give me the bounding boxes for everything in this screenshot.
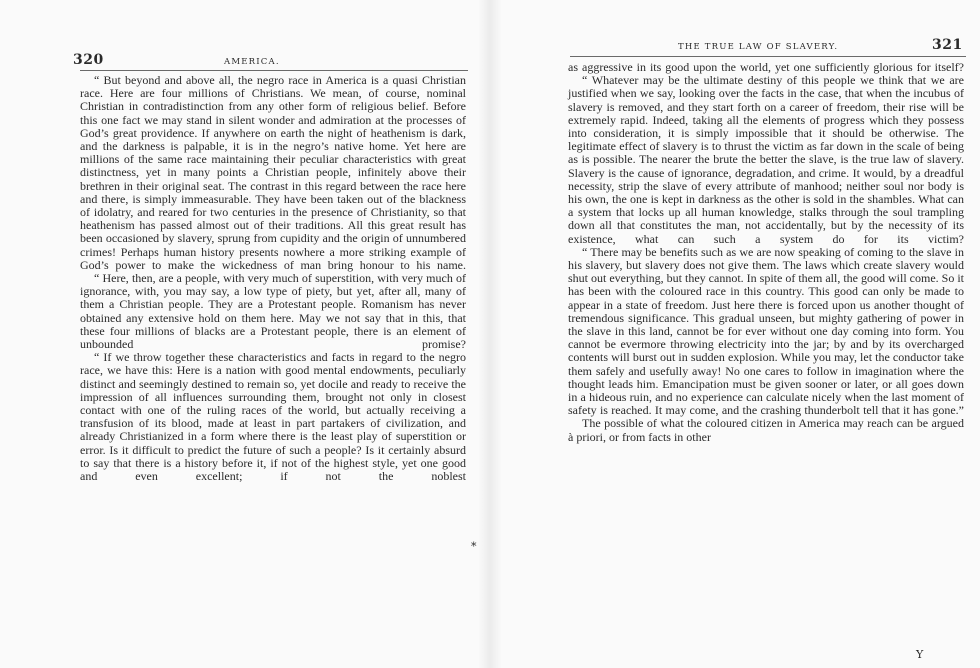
paragraph: “ Here, then, are a people, with very much of superstition, with very much of ignorance, with, you may say, a low type of piety, but yet, after all, many of them a Christian people. They are a Protestant people. Romanism has never obtained any extensive hold on them here. May we not say that in this, that these four millions of blacks are a Protestant people, there is an element of unbounded promise?	[80, 271, 466, 352]
left-body-text	[80, 74, 466, 483]
header-rule	[80, 70, 468, 71]
paragraph: “ But beyond and above all, the negro race in America is a quasi Christian race. Here are four millions of Christians. We mean, of course, nominal Christian in contradistinction from any other form of religious belief. Before this one fact we may stand in silent wonder and admiration at the processes of God’s great providence. If anywhere on earth the night of heathenism is dark, and the darkness is palpable, it is in the negro’s native home. Yet here are millions of the same race maintaining their peculiar characteristics with great distinctness, yet in many points a Christian people, infinitely above their brethren in their original seat. The contrast in this regard between the race here and there, is simply immeasurable. They have been taken out of the blackness of idolatry, and reared for two centuries in the presence of Christianity, so that heathenism has passed almost out of their traditions. All this great result has been occasioned by slavery, sprung from cupidity and the origin of unnumbered crimes! Perhaps human history presents nowhere a more striking example of God’s power to make the wickedness of man bring honour to his name.	[80, 73, 466, 272]
right-body-text	[568, 61, 964, 444]
running-head: THE TRUE LAW OF SLAVERY.	[678, 42, 839, 52]
paragraph: “ If we throw together these characteristics and facts in regard to the negro race, we have this: Here is a nation with good mental endowments, peculiarly distinct and seemingly destined to remain so, yet docile and ready to receive the impression of all influences surrounding them, brought not only in closest contact with one of the ruling races of the world, but actually receiving a transfusion of its blood, made at least in part partakers of civilization, and already Christianized in a form where there is the least play of superstition or error. Is it difficult to predict the future of such a people? Is it certainly absurd to say that there is a history before it, if not of the highest style, yet one good and even excellent; if not the noblest	[80, 350, 466, 484]
header-rule	[570, 56, 966, 57]
paragraph: “ Whatever may be the ultimate destiny of this people we think that we are justified when we say, looking over the facts in the case, that when the incubus of slavery is removed, and they start forth on a career of freedom, their rise will be extremely rapid. Indeed, taking all the elements of progress which they possess into consideration, it is simply impossible that it should be otherwise. The legitimate effect of slavery is to thrust the victim as far down in the scale of being as is possible. The nearer the brute the better the slave, is the true law of slavery. Slavery is the cause of ignorance, degradation, and crime. It would, by a dreadful necessity, strip the slave of every attribute of manhood; neither soul nor body is his own, the one is kept in darkness as the other is sold in the shambles. What can a system that locks up all human knowledge, stalks through the soul trampling down all that constitutes the man, not accidentally, but by the necessity of its existence, what can such a system do for its victim?	[568, 73, 964, 246]
running-head: AMERICA.	[224, 57, 280, 67]
page-number: 321	[932, 37, 963, 53]
paragraph: as aggressive in its good upon the world, yet one sufficiently glorious for itself?	[568, 60, 964, 74]
paragraph: “ There may be benefits such as we are now speaking of coming to the slave in his slavery, but slavery does not give them. The laws which create slavery would shut out everything, but they cannot. In spite of them all, the good will come. So it has been with the coloured race in this country. This good can only be made to appear in a state of freedom. Just here there is forced upon us another thought of tremendous significance. This gradual unseen, but mighty gathering of power in the slave in this land, cannot be for ever without one day coming into form. You cannot be evermore throwing electricity into the jar; by and by its overcharged contents will burst out in sudden explosion. While you may, let the conductor take them safely and usefully away! No one cares to follow in imagination where the thought leads him. Emancipation must be given sooner or later, or all goes down in a hideous ruin, and no experience can calculate nicely when the last moment of safety is reached. It may come, and the crashing thunderbolt tell that it has gone.”	[568, 244, 964, 418]
margin-mark: *	[471, 540, 477, 553]
page-number: 320	[73, 52, 104, 68]
paragraph: The possible of what the coloured citizen in America may reach can be argued à priori, or from facts in other	[568, 416, 964, 444]
signature-mark: Y	[916, 648, 924, 661]
right-page	[490, 0, 980, 668]
